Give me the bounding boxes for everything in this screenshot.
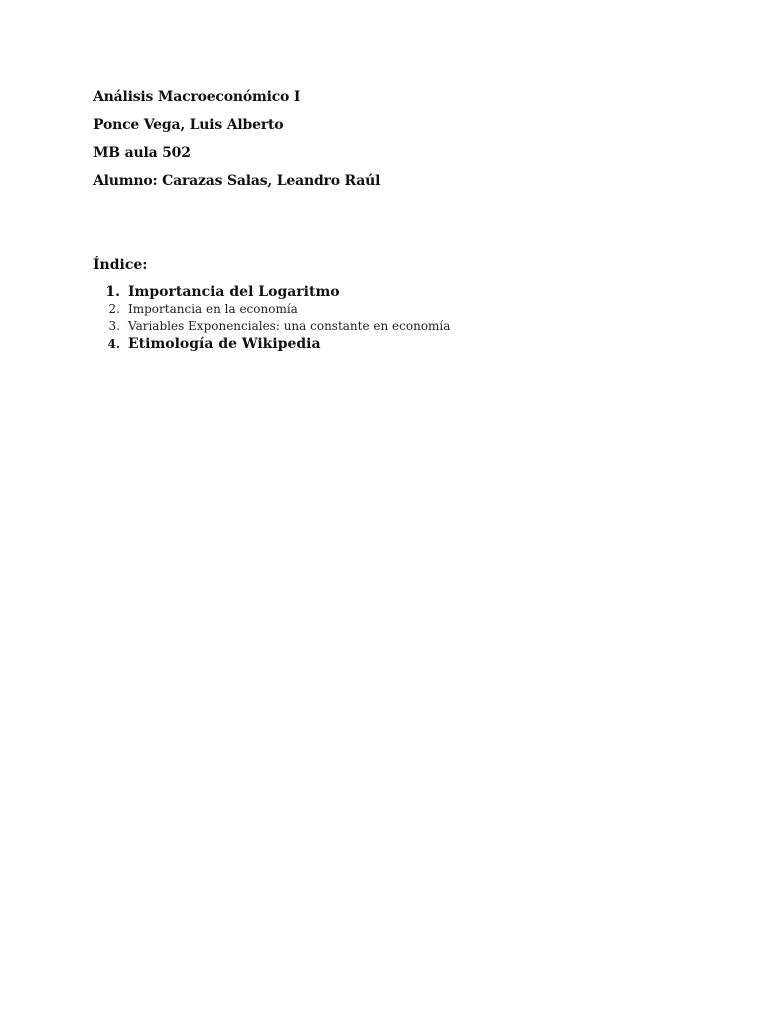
toc-item-label: Variables Exponenciales: una constante en economía — [128, 319, 451, 333]
teacher-name: Ponce Vega, Luis Alberto — [93, 117, 284, 133]
student-name: Alumno: Carazas Salas, Leandro Raúl — [93, 173, 381, 189]
toc-item-label: Importancia del Logaritmo — [128, 284, 340, 300]
table-of-contents — [93, 283, 450, 353]
toc-item-label: Importancia en la economía — [128, 302, 298, 316]
toc-item-2 — [93, 301, 450, 318]
toc-item-3 — [93, 318, 450, 335]
toc-item-number: 2. — [108, 302, 120, 316]
toc-item-label: Etimología de Wikipedia — [128, 336, 321, 352]
toc-item-4 — [93, 335, 450, 353]
classroom: MB aula 502 — [93, 145, 191, 161]
index-heading: Índice: — [93, 257, 148, 273]
toc-item-number: 1. — [105, 284, 120, 300]
course-title: Análisis Macroeconómico I — [93, 89, 301, 105]
toc-item-number: 4. — [107, 337, 120, 351]
toc-item-number: 3. — [108, 319, 120, 333]
toc-item-1 — [93, 283, 450, 301]
